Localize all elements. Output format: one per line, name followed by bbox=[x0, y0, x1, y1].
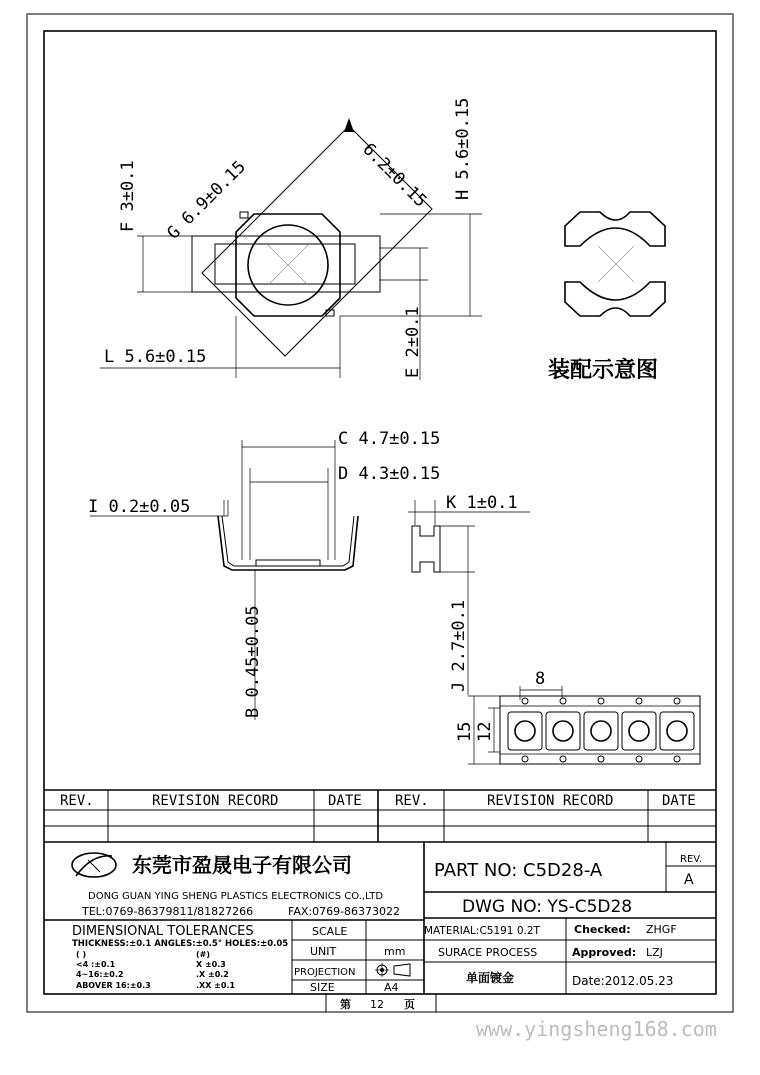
date-header-2: DATE bbox=[662, 793, 696, 809]
assembly-diagram-label: 装配示意图 bbox=[548, 358, 659, 383]
assembly-view bbox=[565, 212, 665, 316]
rev-value: A bbox=[684, 872, 694, 888]
approved-label: Approved: bbox=[572, 946, 637, 959]
surface-process-value: 单面镀金 bbox=[466, 971, 515, 985]
page-number: 12 bbox=[370, 998, 384, 1011]
company-fax: FAX:0769-86373022 bbox=[288, 905, 401, 918]
dim-D-label: D 4.3±0.15 bbox=[338, 464, 441, 484]
size-label: SIZE bbox=[310, 981, 335, 994]
rev-header-1: REV. bbox=[60, 793, 94, 809]
projection-symbol-icon bbox=[375, 963, 410, 977]
material: MATERIAL:C5191 0.2T bbox=[424, 925, 540, 937]
unit-label: UNIT bbox=[310, 945, 337, 958]
page-prefix: 第 bbox=[340, 998, 351, 1011]
tolerance-col1-row3: 4~16:±0.2 bbox=[76, 970, 124, 979]
dim-C-label: C 4.7±0.15 bbox=[338, 429, 441, 449]
top-view bbox=[100, 118, 482, 380]
dim-G-label: G 6.9±0.15 bbox=[163, 157, 250, 244]
company-logo bbox=[72, 853, 116, 877]
revision-table bbox=[44, 790, 716, 842]
tolerance-col1-row2: <4 :±0.1 bbox=[76, 960, 116, 969]
page-suffix: 页 bbox=[404, 998, 415, 1011]
checked-label: Checked: bbox=[574, 923, 631, 936]
rev-label: REV. bbox=[680, 854, 702, 865]
part-number: PART NO: C5D28-A bbox=[434, 860, 603, 881]
watermark: www.yingsheng168.com bbox=[476, 1017, 717, 1041]
tolerances-line1: THICKNESS:±0.1 ANGLES:±0.5° HOLES:±0.05 bbox=[72, 939, 289, 949]
surface-process-label: SURACE PROCESS bbox=[438, 946, 538, 959]
dim-diag-label: 6.2±0.15 bbox=[358, 139, 431, 212]
dim-F-label: F 3±0.1 bbox=[118, 160, 138, 232]
revision-record-header-2: REVISION RECORD bbox=[487, 793, 614, 809]
size-value: A4 bbox=[384, 981, 399, 994]
dim-J-label: J 2.7±0.1 bbox=[449, 599, 469, 692]
checked-value: ZHGF bbox=[646, 923, 677, 936]
revision-record-header-1: REVISION RECORD bbox=[152, 793, 279, 809]
dim-I-label: I 0.2±0.05 bbox=[88, 497, 191, 517]
dim-width-15-label: 15 bbox=[455, 721, 475, 742]
tolerances-title: DIMENSIONAL TOLERANCES bbox=[72, 924, 254, 939]
dim-B-label: B 0.45±0.05 bbox=[243, 605, 263, 718]
drawing-number: DWG NO: YS-C5D28 bbox=[462, 897, 633, 917]
drawing-date: Date:2012.05.23 bbox=[572, 974, 674, 988]
tolerance-col1-row1: ( ) bbox=[76, 950, 87, 959]
projection-label: PROJECTION bbox=[294, 967, 356, 978]
side-view bbox=[90, 440, 358, 720]
unit-value: mm bbox=[384, 945, 406, 958]
company-tel: TEL:0769-86379811/81827266 bbox=[82, 905, 254, 918]
date-header-1: DATE bbox=[328, 793, 362, 809]
tolerance-col2-row3: .X ±0.2 bbox=[196, 970, 229, 979]
scale-label: SCALE bbox=[312, 925, 348, 938]
dim-K-label: K 1±0.1 bbox=[446, 493, 518, 513]
dim-width-12-label: 12 bbox=[475, 721, 495, 742]
tolerance-col2-row2: X ±0.3 bbox=[196, 960, 226, 969]
dim-H-label: H 5.6±0.15 bbox=[453, 97, 473, 200]
tolerance-col2-row4: .XX ±0.1 bbox=[196, 981, 236, 990]
dim-pitch-label: 8 bbox=[535, 669, 546, 689]
approved-value: LZJ bbox=[646, 946, 663, 959]
k-section bbox=[408, 500, 530, 695]
company-name-cn: 东莞市盈晟电子有限公司 bbox=[132, 853, 352, 877]
tolerance-col2-row1: (#) bbox=[196, 950, 211, 959]
tolerance-col1-row4: ABOVER 16:±0.3 bbox=[76, 981, 151, 990]
dim-E-label: E 2±0.1 bbox=[403, 306, 423, 378]
company-name-en: DONG GUAN YING SHENG PLASTICS ELECTRONICS CO.,LTD bbox=[88, 891, 384, 902]
strip-view bbox=[468, 686, 700, 764]
rev-header-2: REV. bbox=[395, 793, 429, 809]
dim-L-label: L 5.6±0.15 bbox=[104, 347, 207, 367]
